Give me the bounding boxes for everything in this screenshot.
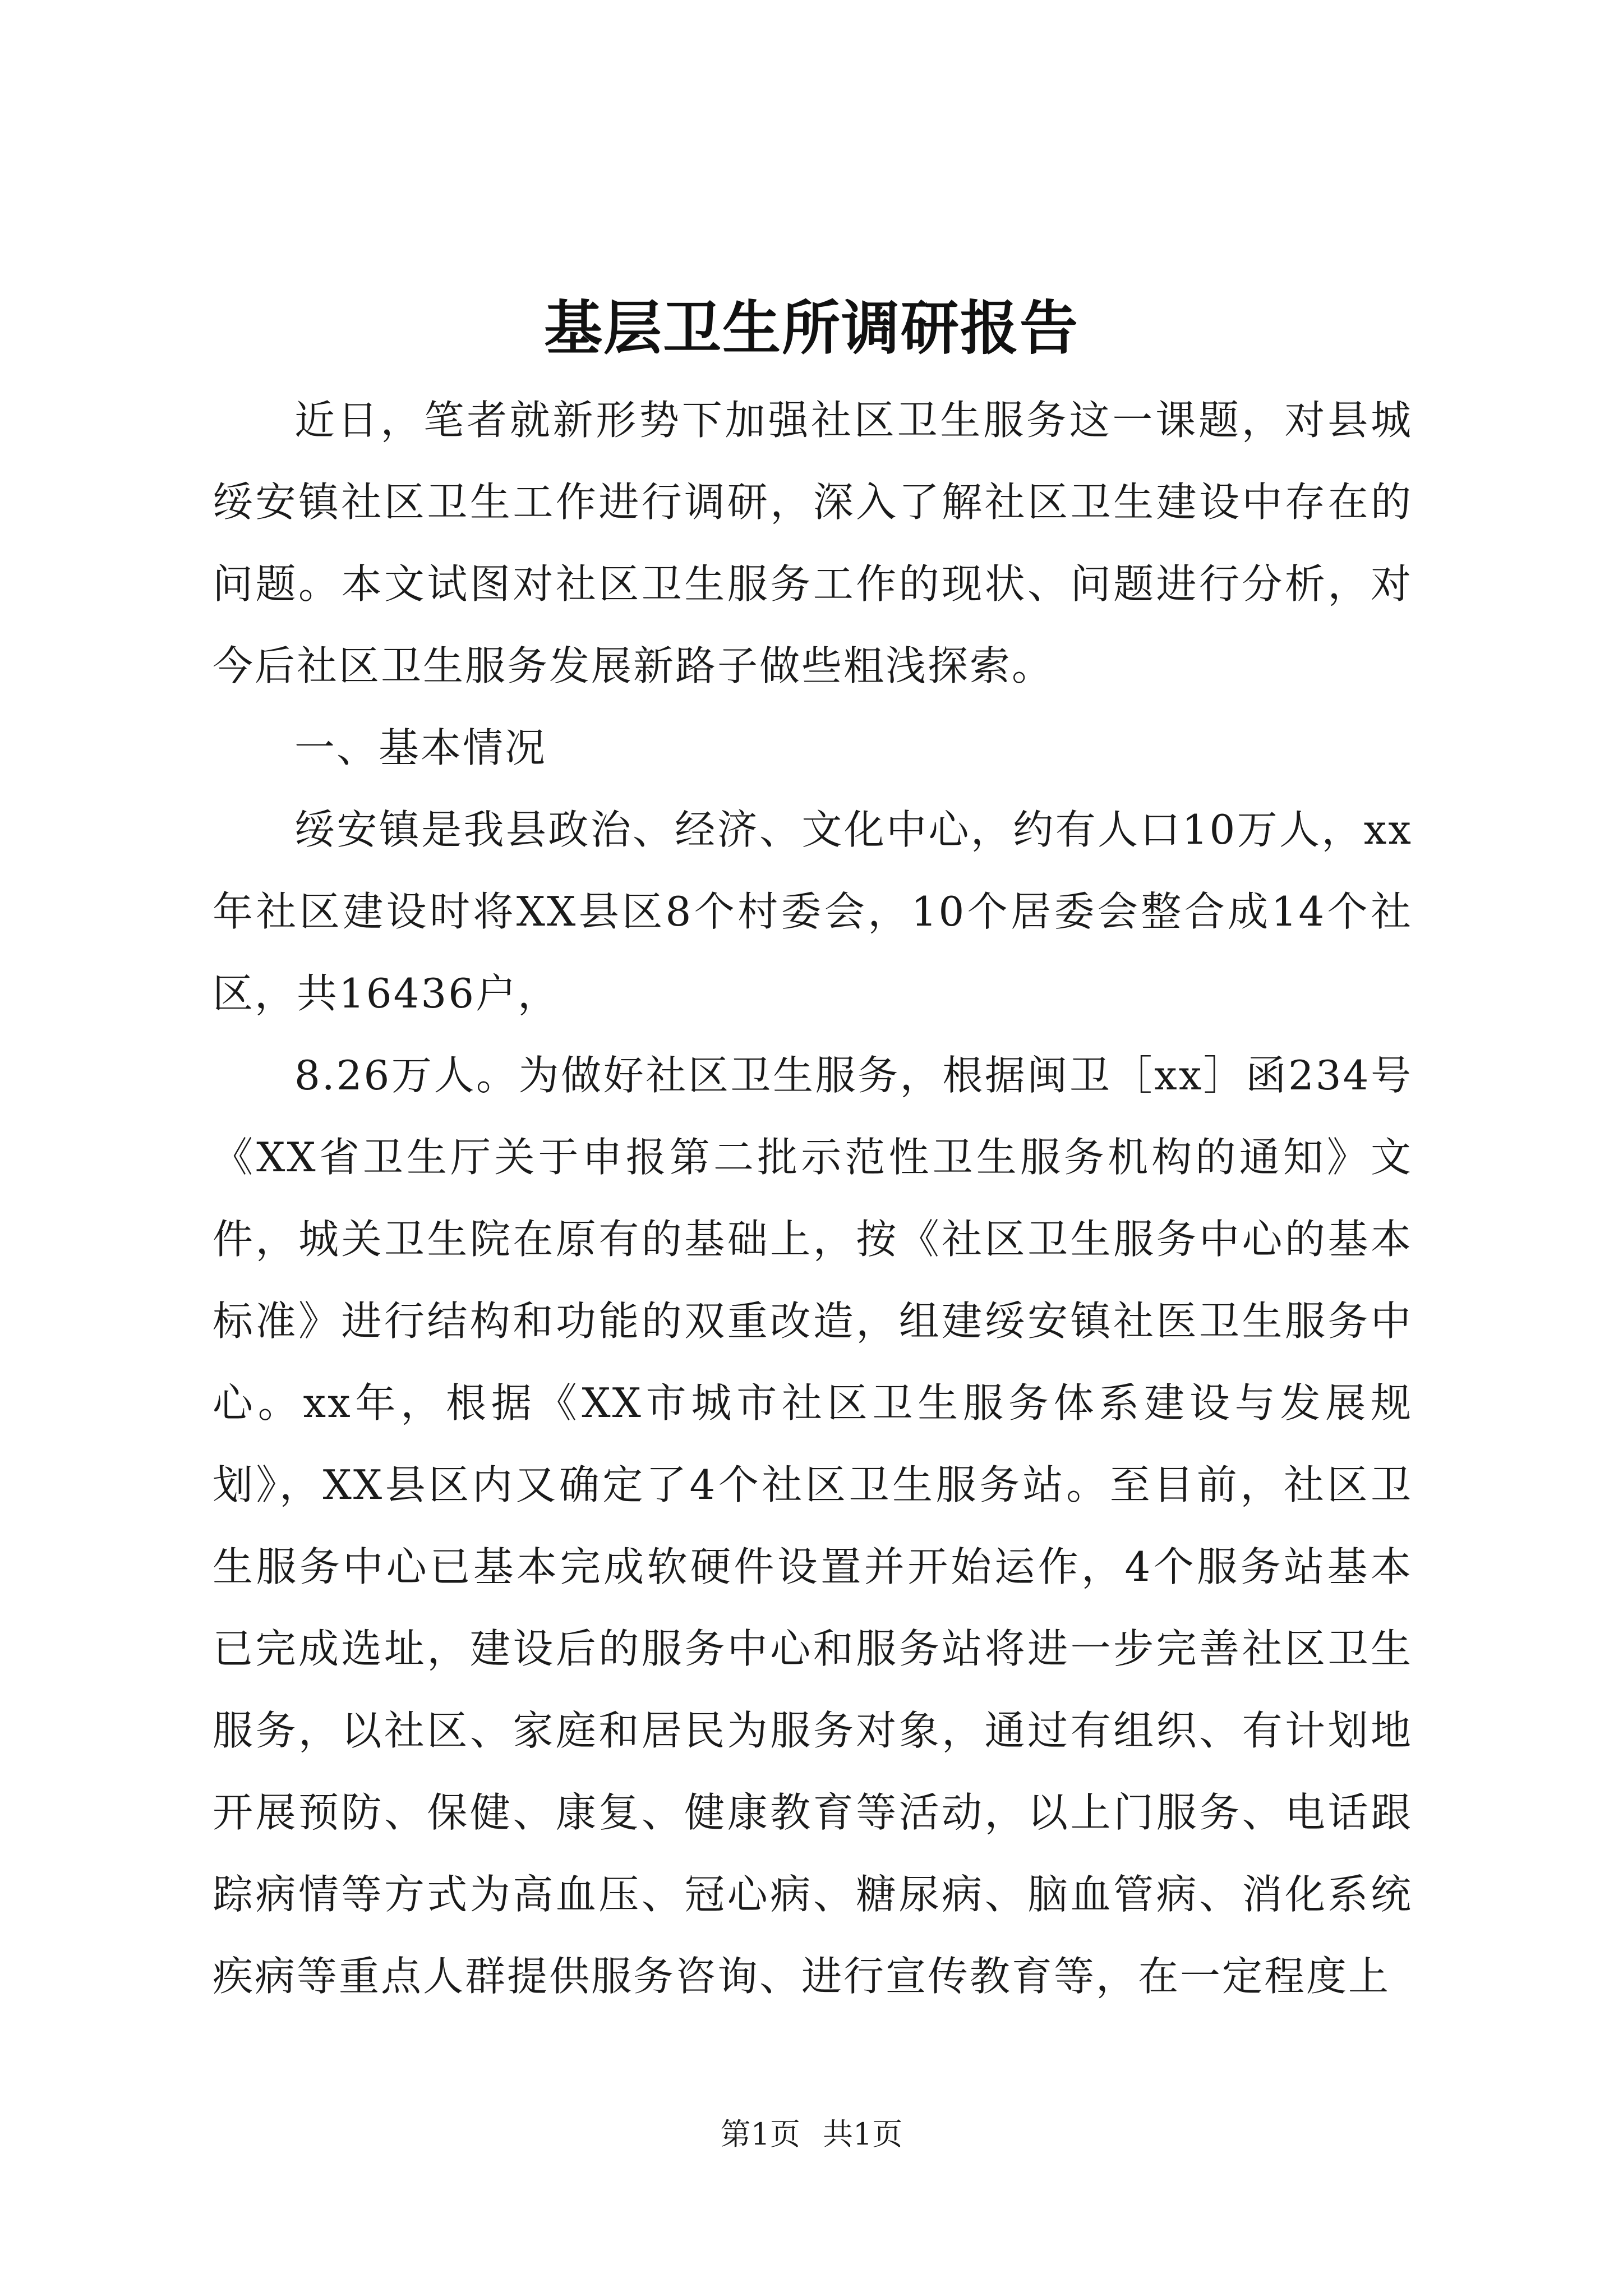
document-title: 基层卫生所调研报告 [543,293,1079,362]
page-number-total: 共1页 [823,2116,903,2152]
page-number-current: 第1页 [720,2116,800,2152]
section-heading-basic-situation: 一、基本情况 [294,724,547,771]
document-body [213,379,1413,2017]
paragraph-population: 绥安镇是我县政治、经济、文化中心，约有人口10万人，xx年社区建设时将XX县区8个村委会，10个居委会整合成14个社区，共16436户， [213,806,1413,1017]
paragraph-intro: 近日，笔者就新形势下加强社区卫生服务这一课题，对县城绥安镇社区卫生工作进行调研，深入了解社区卫生建设中存在的问题。本文试图对社区卫生服务工作的现状、问题进行分析，对今后社区卫生服务发展新路子做些粗浅探索。 [213,397,1413,689]
paragraph-service-center: 8.26万人。为做好社区卫生服务，根据闽卫［xx］函234号《XX省卫生厅关于申报第二批示范性卫生服务机构的通知》文件，城关卫生院在原有的基础上，按《社区卫生服务中心的基本标准》进行结构和功能的双重改造，组建绥安镇社医卫生服务中心。xx年，根据《XX市城市社区卫生服务体系建设与发展规划》，XX县区内又确定了4个社区卫生服务站。至目前，社区卫生服务中心已基本完成软硬件设置并开始运作，4个服务站基本已完成选址，建设后的服务中心和服务站将进一步完善社区卫生服务，以社区、家庭和居民为服务对象，通过有组织、有计划地开展预防、保健、康复、健康教育等活动，以上门服务、电话跟踪病情等方式为高血压、冠心病、糖尿病、脑血管病、消化系统疾病等重点人群提供服务咨询、进行宣传教育等，在一定程度上 [213,1052,1413,2000]
page-footer [0,2115,1623,2154]
